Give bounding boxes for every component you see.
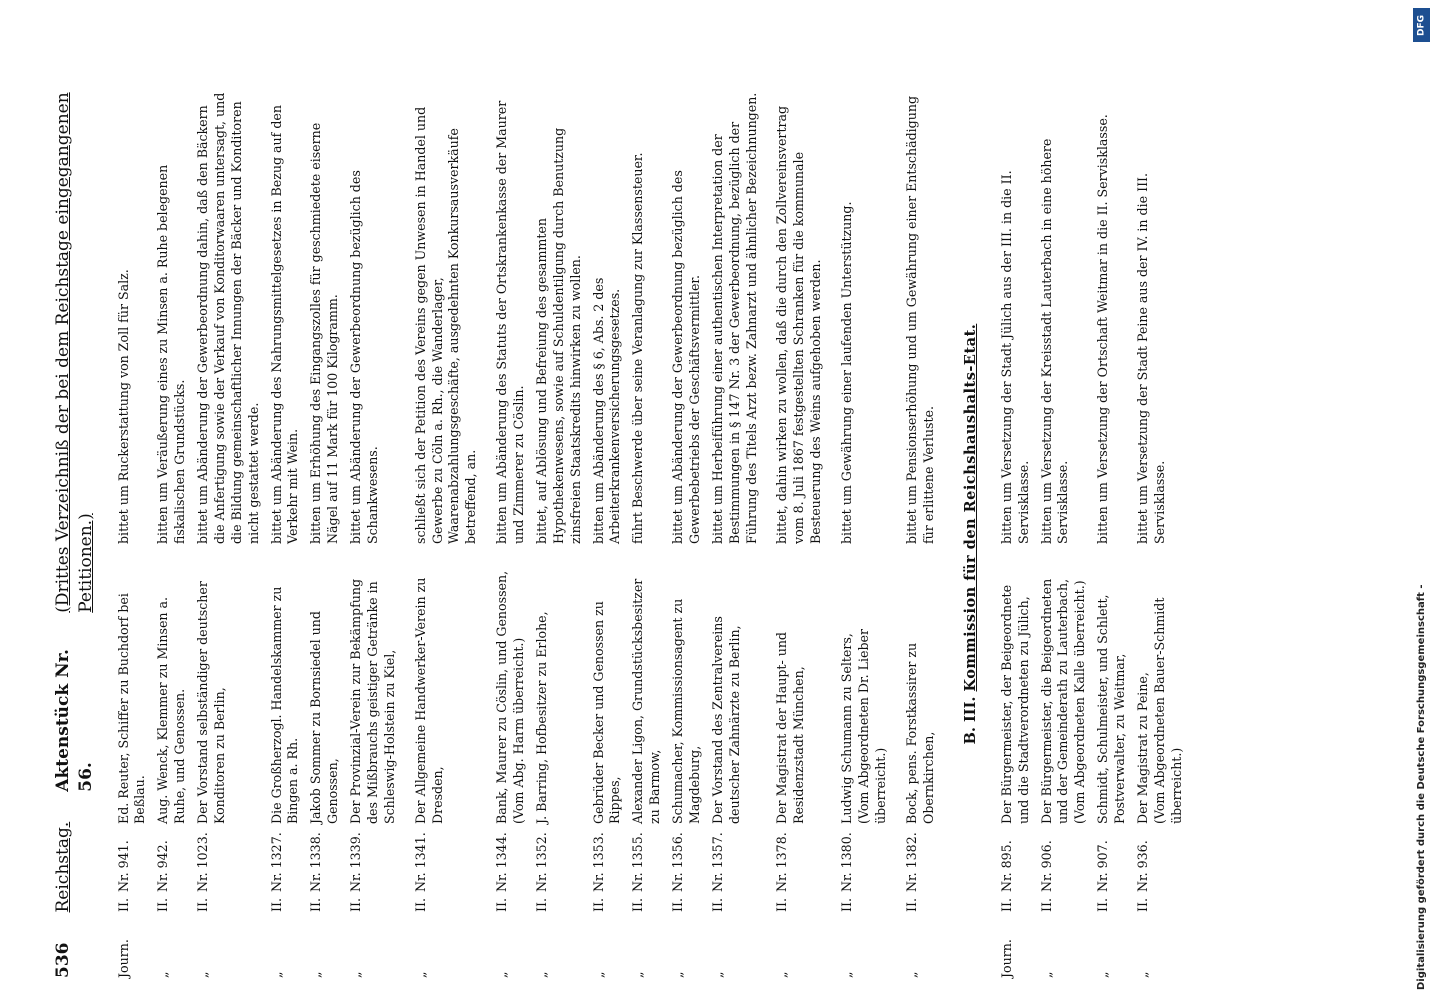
roman-column: II. [709,898,725,912]
petition-request: bitten um Versetzung der Stadt Jülich aus der III. in die II. Servisklasse. [998,170,1031,544]
roman-column: II. [670,898,686,912]
journal-column: Journ. [998,939,1014,978]
petitioner: Die Großherzogl. Handelskammer zu Bingen a. Rh. [268,586,301,824]
roman-column: II. [412,898,428,912]
petitioner: Alexander Ligon, Grundstücksbesitzer zu Barmow, [630,578,663,824]
petitioner: Der Vorstand selbständiger deutscher Konditoren zu Berlin, [195,581,227,824]
petition-row [670,90,704,978]
petition-row [1039,90,1090,978]
petition-request: bittet um Abänderung der Gewerbeordnung bezüglich des Schankwesens. [348,170,380,544]
petitioner: Aug. Wenck, Klemmer zu Minsen a. Ruhe, und Genossen. [155,596,188,824]
petition-number: Nr. 1352. [533,832,549,892]
section-title: Kommission für den Reichshaushalts-Etat. [962,323,980,692]
journal-column: „ [533,971,549,978]
petition-number: Nr. 1023. [195,832,211,892]
journal-column: „ [412,971,428,978]
petitioner: Der Magistrat zu Peine, (Vom Abgeordneten Bauer-Schmidt überreicht.) [1134,597,1184,824]
roman-column: II. [1134,898,1150,912]
petition-request: bitten um Erhöhung des Eingangszolles für geschmiedete eiserne Nägel auf 11 Mark für 100 Kilogramm. [308,122,341,544]
journal-column: „ [709,971,725,978]
dfg-logo: DFG [1413,8,1430,42]
roman-column: II. [590,898,606,912]
journal-column: „ [774,971,790,978]
journal-column: „ [630,971,646,978]
petition-row [494,90,528,978]
petition-number: Nr. 1382. [903,832,919,892]
petition-number: Nr. 941. [115,840,131,892]
petition-number: Nr. 895. [998,840,1014,892]
document-subtitle: (Drittes Verzeichniß der bei dem Reichstage eingegangenen Petitionen.) [53,92,96,613]
petition-row [348,90,399,978]
petition-number: Nr. 942. [155,840,171,892]
petition-row [710,90,761,978]
petition-number: Nr. 1344. [494,832,510,892]
journal-column: „ [839,971,855,978]
page-header [52,90,98,978]
roman-column: II. [268,898,284,912]
petition-number: Nr. 907. [1095,840,1111,892]
petition-request: bittet um Pensionserhöhung und um Gewährung einer Entschädigung für erlittene Verluste. [903,95,936,544]
petition-number: Nr. 1357. [709,832,725,892]
petition-number: Nr. 1378. [774,832,790,892]
petition-request: bitten um Abänderung des Statuts der Ortskrankenkasse der Maurer und Zimmerer zu Cöslin. [494,100,527,544]
roman-column: II. [308,898,324,912]
roman-column: II. [839,898,855,912]
petitioner: Der Provinzial-Verein zur Bekämpfung des Mißbrauchs geistiger Getränke in Schleswig-Holstein zu Kiel, [348,578,397,824]
petitioner: Ludwig Schumann zu Selters, (Vom Abgeordneten Dr. Lieber überreicht.) [839,628,888,824]
petitioner: Der Allgemeine Handwerker-Verein zu Dresden, [412,577,445,824]
petition-row [839,90,890,978]
roman-column: II. [1095,898,1111,912]
petition-row [195,90,263,978]
petitioner: Ed. Reuter, Schiffer zu Buchdorf bei Beßlau. [115,593,148,824]
petition-number: Nr. 1341. [412,832,428,892]
petition-row [630,90,664,978]
dfg-notice: Digitalisierung gefördert durch die Deutsche Forschungsgemeinschaft - [1416,584,1427,990]
journal-column: „ [268,971,284,978]
petition-row [774,90,825,978]
petitioner: Jakob Sommer zu Bornsiedel und Genossen, [308,611,341,824]
petition-number: Nr. 1355. [630,832,646,892]
section-heading [961,90,980,978]
petitioner: Der Magistrat der Haupt- und Residenzstadt München, [774,632,807,824]
petition-number: Nr. 1353. [590,832,606,892]
petitioner: Schmidt, Schulmeister, und Schlett, Postverwalter, zu Weitmar, [1095,594,1128,824]
petition-request: bittet um Abänderung der Gewerbeordnung dahin, daß den Bäckern die Anfertigung sowie der Verkauf von Konditorwaaren untersagt, und die Bildung gemeinschaftlicher Innungen der Bäcker und Konditoren nicht gestattet werde. [195,92,261,544]
petition-request: bitten um Versetzung der Kreisstadt Lauterbach in eine höhere Servisklasse. [1038,138,1071,544]
roman-column: II. [115,898,131,912]
petitioner: Bank, Maurer zu Cöslin, und Genossen, (Vom Abg. Harm überreicht.) [494,570,527,824]
journal-column: „ [494,971,510,978]
journal-column: „ [348,971,364,978]
petition-row [308,90,342,978]
petitioner: Der Bürgermeister, die Beigeordneten und der Gemeinderath zu Lauterbach, (Vom Abgeordneten Kalle überreicht.) [1038,578,1088,824]
petition-row [591,90,625,978]
petition-row [413,90,481,978]
petition-row [1095,90,1129,978]
journal-column: Journ. [115,939,131,978]
petition-request: bittet, auf Ablösung und Befreiung des gesammten Hypothekenwesens, sowie auf Schuldentilgung durch Benutzung zinsfreien Staatskredits hinwirken zu wollen. [533,127,583,544]
petition-list-b [999,90,1186,978]
petitioner: J. Barring, Hofbesitzer zu Erlohe, [533,611,549,824]
roman-column: II. [998,898,1014,912]
petition-row [116,90,150,978]
document-title: Aktenstück Nr. 56. [53,649,96,792]
journal-column: „ [1038,971,1054,978]
roman-column: II. [155,898,171,912]
petition-request: bittet um Herbeiführung einer authentischen Interpretation der Bestimmungen in § 147 Nr. 3 der Gewerbeordnung, bezüglich der Führung des Titels Arzt bezw. Zahnarzt und ähnlicher Bezeichnungen. [709,92,759,544]
roman-column: II. [630,898,646,912]
roman-column: II. [1038,898,1054,912]
petitioner: Gebrüder Becker und Genossen zu Rippes, [590,601,623,824]
section-label: B. III. [962,696,980,745]
journal-column: „ [1095,971,1111,978]
petition-request: bitten um Abänderung des § 6, Abs. 2 des Arbeiterkrankenversicherungsgesetzes. [590,277,623,544]
petition-number: Nr. 1327. [268,832,284,892]
page-number: 536 [53,942,73,978]
petition-number: Nr. 1339. [348,832,364,892]
petition-request: bittet um Gewährung einer laufenden Unterstützung. [839,201,855,544]
petition-request: bitten um Veräußerung eines zu Minsen a. Ruhe belegenen fiskalischen Grundstücks. [155,164,188,544]
journal-column: „ [155,971,171,978]
petition-number: Nr. 1338. [308,832,324,892]
roman-column: II. [903,898,919,912]
journal-column: „ [590,971,606,978]
petition-request: schließt sich der Petition des Vereins gegen Unwesen in Handel und Gewerbe zu Cöln a. Rh., die Wanderlager, Waarenabzahlungsgeschäfte, ausgedehnten Konkursausverkäufe betreffend, an. [412,106,479,544]
petition-row [534,90,585,978]
petition-request: bittet um Abänderung des Nahrungsmittelgesetzes in Bezug auf den Verkehr mit Wein. [268,105,301,544]
petition-row [1135,90,1186,978]
roman-column: II. [494,898,510,912]
petition-list-a [116,90,938,978]
petition-row [269,90,303,978]
roman-column: II. [774,898,790,912]
journal-column: „ [1134,971,1150,978]
journal-column: „ [195,971,211,978]
petition-row [155,90,189,978]
petition-number: Nr. 906. [1038,840,1054,892]
journal-column: „ [670,971,686,978]
roman-column: II. [348,898,364,912]
petition-number: Nr. 1380. [839,832,855,892]
petition-request: bitten um Versetzung der Ortschaft Weitmar in die II. Servisklasse. [1095,114,1111,544]
journal-column: „ [903,971,919,978]
journal-column: „ [308,971,324,978]
petition-request: bittet um Ruckerstattung von Zoll für Salz. [115,269,131,544]
petition-request: führt Beschwerde über seine Veranlagung zur Klassensteuer. [630,152,646,544]
running-head: Reichstag. [53,821,73,913]
petition-request: bittet um Versetzung der Stadt Peine aus der IV. in die III. Servisklasse. [1134,172,1167,544]
petition-number: Nr. 936. [1134,840,1150,892]
petition-request: bittet, dahin wirken zu wollen, daß die durch den Zollvereinsvertrag vom 8. Juli 1867 festgestellten Schranken für die kommunale Besteuerung des Weins aufgehoben werden. [774,105,824,544]
petition-row [999,90,1033,978]
petitioner: Bock, pens. Forstkassirer zu Obernkirchen, [903,642,936,824]
roman-column: II. [195,898,211,912]
petitioner: Der Vorstand des Zentralvereins deutscher Zahnärzte zu Berlin, [709,616,742,824]
petition-request: bittet um Abänderung der Gewerbeordnung bezüglich des Gewerbebetriebs der Geschäftsvermittler. [670,170,702,544]
petitioner: Der Bürgermeister, der Beigeordnete und die Stadtverordneten zu Jülich, [998,584,1031,824]
roman-column: II. [533,898,549,912]
petition-row [904,90,938,978]
petition-number: Nr. 1356. [670,832,686,892]
petitioner: Schumacher, Kommissionsagent zu Magdeburg, [670,598,702,824]
